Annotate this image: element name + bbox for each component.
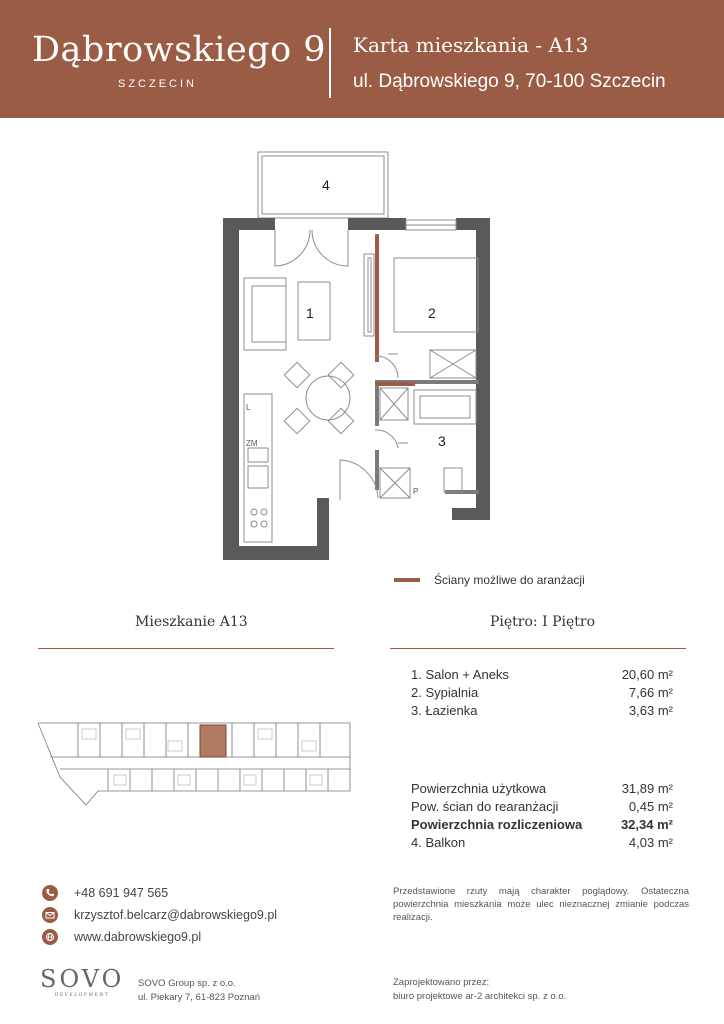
summary-area: 32,34 m² — [620, 817, 673, 832]
summary-row-total — [411, 816, 673, 834]
contact-website[interactable] — [42, 929, 201, 945]
card-address: ul. Dąbrowskiego 9, 70-100 Szczecin — [353, 71, 666, 92]
floor-title: Piętro: I Piętro — [490, 614, 596, 630]
room-name: 3. Łazienka — [411, 703, 478, 718]
header-divider — [329, 28, 331, 98]
summary-name: Powierzchnia użytkowa — [411, 781, 547, 796]
sovo-logo — [40, 966, 124, 999]
designer-name: biuro projektowe ar-2 architekci sp. z o.o. — [393, 991, 567, 1002]
floor-plan — [220, 148, 510, 568]
sovo-logo-word: SOVO — [40, 965, 125, 993]
apartment-title: Mieszkanie A13 — [135, 614, 248, 630]
designer-info — [393, 976, 566, 1004]
room-label-1: 1 — [306, 305, 314, 321]
globe-icon — [42, 929, 58, 945]
room-area: 20,60 m² — [621, 667, 673, 682]
room-name: 1. Salon + Aneks — [411, 667, 509, 682]
floor-rule — [390, 648, 686, 649]
room-label-4: 4 — [322, 177, 330, 193]
brand-title: Dąbrowskiego 9 — [32, 30, 327, 70]
company-info — [138, 977, 260, 1005]
summary-area: 31,89 m² — [621, 781, 673, 796]
legend-label: Ściany możliwe do aranżacji — [434, 573, 585, 587]
fixture-label-l: L — [246, 403, 251, 412]
summary-area: 4,03 m² — [628, 835, 673, 850]
website-link[interactable]: www.dabrowskiego9.pl — [74, 930, 202, 944]
legend-swatch — [394, 578, 420, 582]
apartment-rule — [38, 648, 334, 649]
card-title: Karta mieszkania - A13 — [353, 33, 589, 57]
fixture-label-zm: ZM — [246, 439, 258, 448]
balcony-door — [275, 230, 348, 266]
summary-name: Pow. ścian do rearanżacji — [411, 799, 559, 814]
room-name: 2. Sypialnia — [411, 685, 479, 700]
room-label-2: 2 — [428, 305, 436, 321]
room-area: 7,66 m² — [628, 685, 673, 700]
building-site-plan — [38, 717, 354, 809]
brand-subtitle: SZCZECIN — [118, 78, 197, 90]
fixture-label-p: P — [413, 487, 419, 496]
phone-icon — [42, 885, 58, 901]
summary-row — [411, 834, 673, 852]
room-row — [411, 666, 673, 684]
phone-number[interactable]: +48 691 947 565 — [74, 886, 169, 900]
email-icon — [42, 907, 58, 923]
disclaimer: Przedstawione rzuty mają charakter poglądowy. Ostateczna powierzchnia mieszkania może ulec nieznacznej zmianie podczas realizacji. — [393, 886, 689, 923]
summary-table — [411, 780, 673, 852]
contact-phone[interactable] — [42, 885, 168, 901]
summary-name: Powierzchnia rozliczeniowa — [411, 817, 583, 832]
legend — [394, 573, 585, 587]
company-name: SOVO Group sp. z o.o. — [138, 978, 236, 989]
room-row — [411, 702, 673, 720]
room-area: 3,63 m² — [628, 703, 673, 718]
company-address: ul. Piekary 7, 61-823 Poznań — [138, 992, 260, 1003]
sovo-logo-tag: DEVELOPMENT — [54, 993, 110, 998]
email-address[interactable]: krzysztof.belcarz@dabrowskiego9.pl — [74, 908, 278, 922]
summary-row — [411, 798, 673, 816]
rooms-table — [411, 666, 673, 720]
room-row — [411, 684, 673, 702]
summary-area: 0,45 m² — [628, 799, 673, 814]
summary-name: 4. Balkon — [411, 835, 466, 850]
room-label-3: 3 — [438, 433, 446, 449]
summary-row — [411, 780, 673, 798]
designer-label: Zaprojektowano przez: — [393, 977, 490, 988]
apartment-highlight — [200, 725, 226, 757]
header-banner — [0, 0, 724, 118]
contact-email[interactable] — [42, 907, 277, 923]
